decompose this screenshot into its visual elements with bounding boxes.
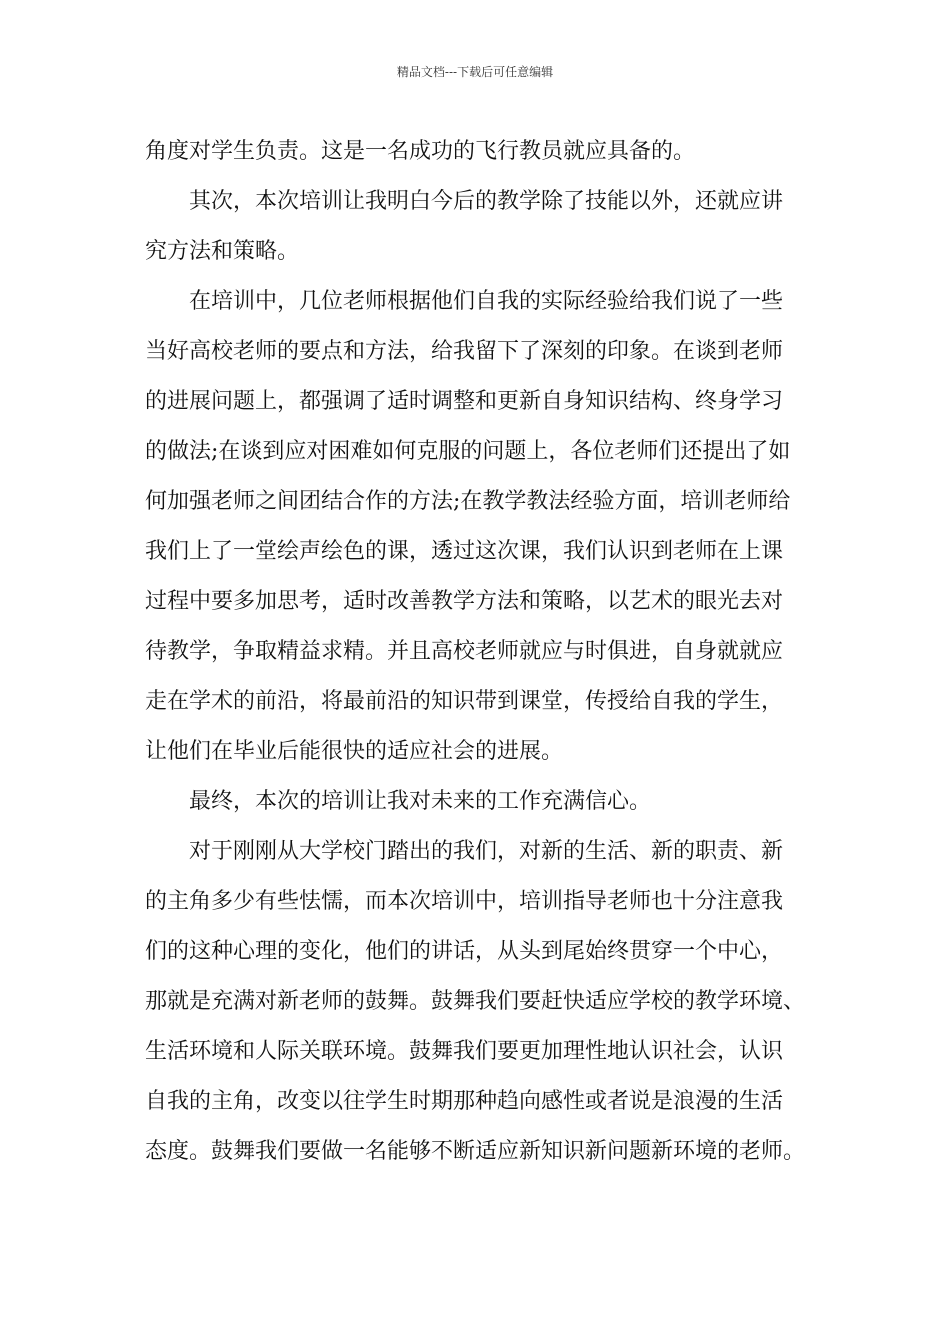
paragraph-line: 让他们在毕业后能很快的适应社会的进展。	[145, 739, 564, 764]
paragraph-line: 最终，本次的培训让我对未来的工作充满信心。	[189, 789, 652, 814]
paragraph-line: 的主角多少有些怯懦，而本次培训中，培训指导老师也十分注意我	[145, 889, 784, 914]
page-header: 精品文档---下载后可任意编辑	[396, 65, 554, 79]
paragraph	[145, 280, 835, 780]
paragraph-line: 在培训中，几位老师根据他们自我的实际经验给我们说了一些	[189, 289, 784, 314]
paragraph-line: 待教学，争取精益求精。并且高校老师就应与时俱进，自身就就应	[145, 639, 784, 664]
paragraph-line: 何加强老师之间团结合作的方法;在教学教法经验方面，培训老师给	[145, 489, 791, 514]
paragraph-line: 们的这种心理的变化，他们的讲话，从头到尾始终贯穿一个中心，	[145, 939, 784, 964]
paragraph-line: 我们上了一堂绘声绘色的课，透过这次课，我们认识到老师在上课	[145, 539, 784, 564]
paragraph-line: 的进展问题上，都强调了适时调整和更新自身知识结构、终身学习	[145, 389, 784, 414]
paragraph	[145, 180, 835, 280]
paragraph-line: 的做法;在谈到应对困难如何克服的问题上，各位老师们还提出了如	[145, 439, 791, 464]
paragraph-line: 究方法和策略。	[145, 239, 300, 264]
paragraph-line: 对于刚刚从大学校门踏出的我们，对新的生活、新的职责、新	[189, 839, 784, 864]
paragraph-line: 过程中要多加思考，适时改善教学方法和策略，以艺术的眼光去对	[145, 589, 784, 614]
paragraph-line: 生活环境和人际关联环境。鼓舞我们要更加理性地认识社会，认识	[145, 1039, 784, 1064]
paragraph-line: 角度对学生负责。这是一名成功的飞行教员就应具备的。	[145, 139, 696, 164]
paragraph-line: 当好高校老师的要点和方法，给我留下了深刻的印象。在谈到老师	[145, 339, 784, 364]
paragraph-line: 走在学术的前沿，将最前沿的知识带到课堂，传授给自我的学生，	[145, 689, 784, 714]
paragraph-line: 其次，本次培训让我明白今后的教学除了技能以外，还就应讲	[189, 189, 784, 214]
paragraph-line: 自我的主角，改变以往学生时期那种趋向感性或者说是浪漫的生活	[145, 1089, 784, 1114]
paragraph	[145, 830, 835, 1180]
document-body	[145, 130, 835, 1180]
paragraph	[145, 780, 835, 830]
paragraph	[145, 130, 835, 180]
paragraph-line: 态度。鼓舞我们要做一名能够不断适应新知识新问题新环境的老师。	[145, 1139, 806, 1164]
paragraph-line: 那就是充满对新老师的鼓舞。鼓舞我们要赶快适应学校的教学环境、	[145, 989, 806, 1014]
